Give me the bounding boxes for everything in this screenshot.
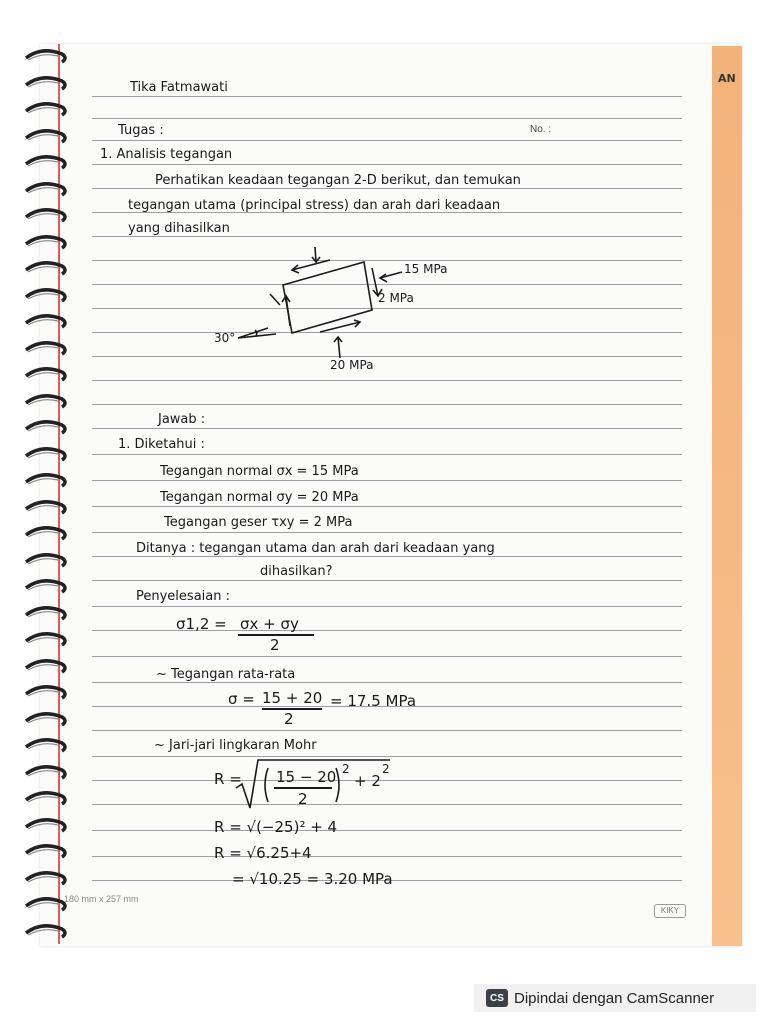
eq3-fraction-bar — [274, 787, 332, 789]
eq3-tail: + 2 — [354, 772, 381, 790]
label-15mpa: 15 MPa — [404, 262, 448, 276]
eq2-lhs: σ = — [228, 690, 255, 708]
label-angle: 30° — [214, 331, 236, 345]
paper-size: 180 mm x 257 mm — [64, 894, 139, 904]
ditanya-line-2: dihasilkan? — [260, 564, 333, 579]
no-label: No. : — [530, 124, 552, 135]
eq5: R = √6.25+4 — [214, 844, 312, 862]
tab-label: AN — [718, 72, 736, 85]
eq3-tail-exponent: 2 — [382, 762, 390, 776]
jawab-label: Jawab : — [158, 412, 206, 427]
ditanya-line-1: Ditanya : tegangan utama dan arah dari keadaan yang — [136, 541, 495, 556]
question-heading: 1. Analisis tegangan — [100, 147, 233, 162]
camscanner-watermark — [474, 984, 756, 1012]
given-sigma-x: Tegangan normal σx = 15 MPa — [160, 464, 359, 479]
question-line-1: Perhatikan keadaan tegangan 2-D berikut, dan temukan — [155, 173, 521, 188]
student-name: Tika Fatmawati — [130, 80, 228, 95]
brand-logo: KIKY — [654, 904, 686, 918]
given-sigma-y: Tegangan normal σy = 20 MPa — [160, 490, 359, 505]
diketahui-label: 1. Diketahui : — [118, 437, 205, 452]
camscanner-icon: CS — [486, 989, 508, 1007]
mohr-heading: ~ Jari-jari lingkaran Mohr — [154, 738, 317, 753]
eq6: = √10.25 = 3.20 MPa — [232, 870, 393, 888]
eq4: R = √(−25)² + 4 — [214, 818, 338, 836]
question-line-3: yang dihasilkan — [128, 221, 230, 236]
given-tau-xy: Tegangan geser τxy = 2 MPa — [164, 515, 353, 530]
eq1-lhs: σ1,2 = — [176, 615, 227, 633]
eq3-denominator: 2 — [298, 790, 308, 808]
question-line-2: tegangan utama (principal stress) dan arah dari keadaan — [128, 198, 501, 213]
rata-rata-heading: ~ Tegangan rata-rata — [156, 667, 296, 682]
penyelesaian-label: Penyelesaian : — [136, 589, 230, 604]
eq3-exponent: 2 — [342, 762, 350, 776]
eq3-numerator: 15 − 20 — [276, 768, 337, 786]
label-2mpa: 2 MPa — [378, 291, 414, 305]
eq2-numerator: 15 + 20 — [262, 689, 323, 707]
camscanner-text: Dipindai dengan CamScanner — [514, 989, 715, 1007]
eq2-denominator: 2 — [284, 710, 294, 728]
eq1-denominator: 2 — [270, 636, 280, 654]
eq3-lhs: R = — [214, 770, 242, 788]
eq1-numerator: σx + σy — [240, 615, 299, 633]
eq2-result: = 17.5 MPa — [330, 692, 417, 710]
tugas-label: Tugas : — [118, 123, 164, 138]
label-20mpa: 20 MPa — [330, 358, 374, 372]
